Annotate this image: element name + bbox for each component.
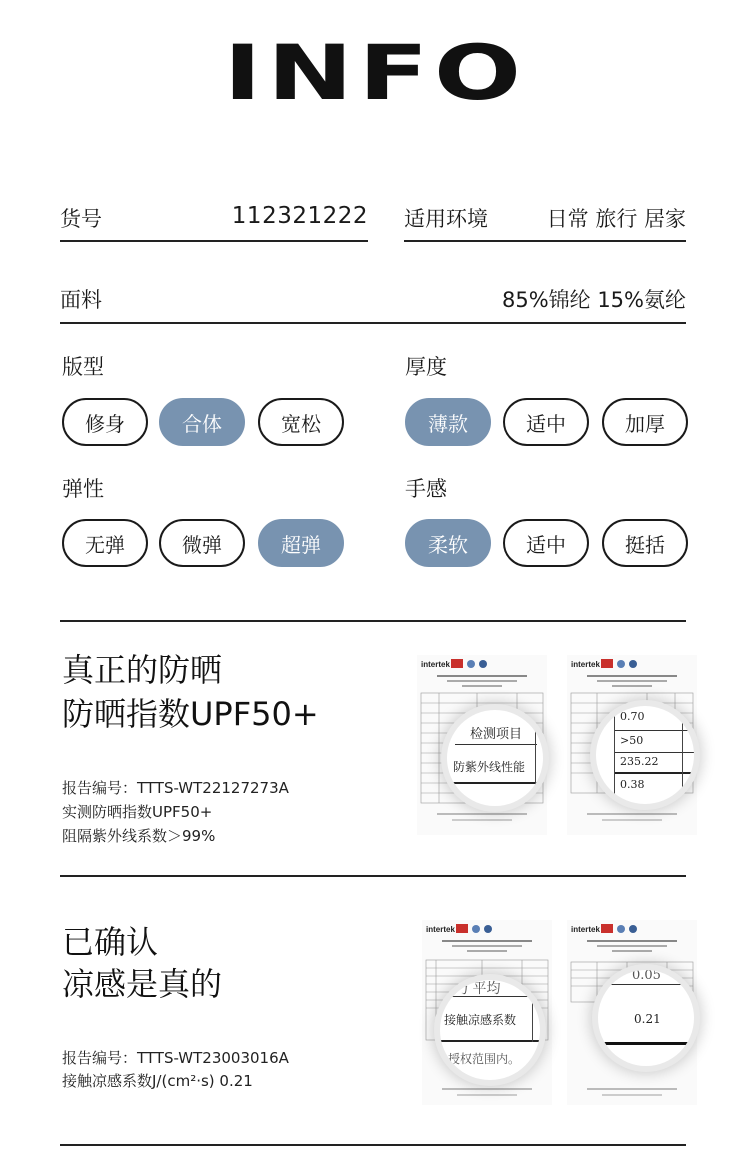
brand-logo: intertek xyxy=(571,925,600,934)
thickness-option[interactable]: 加厚 xyxy=(602,398,688,446)
fit-option[interactable]: 宽松 xyxy=(258,398,344,446)
brand-logo: intertek xyxy=(421,660,450,669)
elasticity-option[interactable]: 无弹 xyxy=(62,519,148,567)
loupe-row: 防紫外线性能 xyxy=(453,760,526,774)
page-title: INFO xyxy=(223,28,527,117)
section-heading: 凉感是真的 xyxy=(62,965,223,1003)
loupe-row: 接触凉感系数 xyxy=(444,1013,517,1027)
divider xyxy=(60,240,368,242)
fit-option[interactable]: 合体 xyxy=(159,398,245,446)
elasticity-label: 弹性 xyxy=(62,477,104,501)
magnifier-loupe xyxy=(596,706,694,804)
loupe-value: 0.21 xyxy=(634,1012,661,1026)
thickness-option[interactable]: 适中 xyxy=(503,398,589,446)
fabric-value: 85%锦纶 15%氨纶 xyxy=(501,288,686,312)
report-detail: 实测防晒指数UPF50+ xyxy=(62,803,213,821)
section-heading: 真正的防晒 xyxy=(62,651,223,689)
divider xyxy=(60,875,686,877)
feel-option[interactable]: 挺括 xyxy=(602,519,688,567)
loupe-header: 乃 平均 xyxy=(454,981,501,997)
magnifier-loupe xyxy=(598,970,694,1066)
magnifier-loupe xyxy=(447,710,543,806)
magnifier-loupe xyxy=(440,980,540,1080)
report-detail: 阻隔紫外线系数＞99% xyxy=(62,827,216,845)
brand-logo: intertek xyxy=(571,660,600,669)
divider xyxy=(60,620,686,622)
divider xyxy=(60,322,686,324)
report-number: 报告编号：TTTS-WT23003016A xyxy=(62,1049,289,1067)
loupe-header: 检测项目 xyxy=(455,723,537,745)
loupe-value: 0.05 xyxy=(632,970,661,983)
feel-option[interactable]: 柔软 xyxy=(405,519,491,567)
fabric-label: 面料 xyxy=(60,288,102,312)
elasticity-option[interactable]: 超弹 xyxy=(258,519,344,567)
loupe-value: 0.70 xyxy=(620,710,645,723)
fit-label: 版型 xyxy=(62,355,104,379)
thickness-option[interactable]: 薄款 xyxy=(405,398,491,446)
loupe-value: 235.22 xyxy=(620,755,659,768)
brand-logo: intertek xyxy=(426,925,455,934)
thickness-label: 厚度 xyxy=(405,355,447,379)
elasticity-option[interactable]: 微弹 xyxy=(159,519,245,567)
env-value: 日常 旅行 居家 xyxy=(546,207,686,231)
report-number: 报告编号：TTTS-WT22127273A xyxy=(62,779,289,797)
loupe-footer: 授权范围内。 xyxy=(448,1052,521,1066)
loupe-value: >50 xyxy=(620,734,644,747)
loupe-value: 0.38 xyxy=(620,778,645,791)
feel-label: 手感 xyxy=(405,477,447,501)
feel-option[interactable]: 适中 xyxy=(503,519,589,567)
item-no-label: 货号 xyxy=(60,207,102,231)
fit-option[interactable]: 修身 xyxy=(62,398,148,446)
section-heading: 防晒指数UPF50+ xyxy=(62,695,319,733)
divider xyxy=(60,1144,686,1146)
section-heading: 已确认 xyxy=(62,923,159,961)
report-detail: 接触凉感系数J/(cm²·s) 0.21 xyxy=(62,1072,253,1090)
item-no-value: 112321222 xyxy=(231,203,368,229)
divider xyxy=(404,240,686,242)
env-label: 适用环境 xyxy=(404,207,488,231)
